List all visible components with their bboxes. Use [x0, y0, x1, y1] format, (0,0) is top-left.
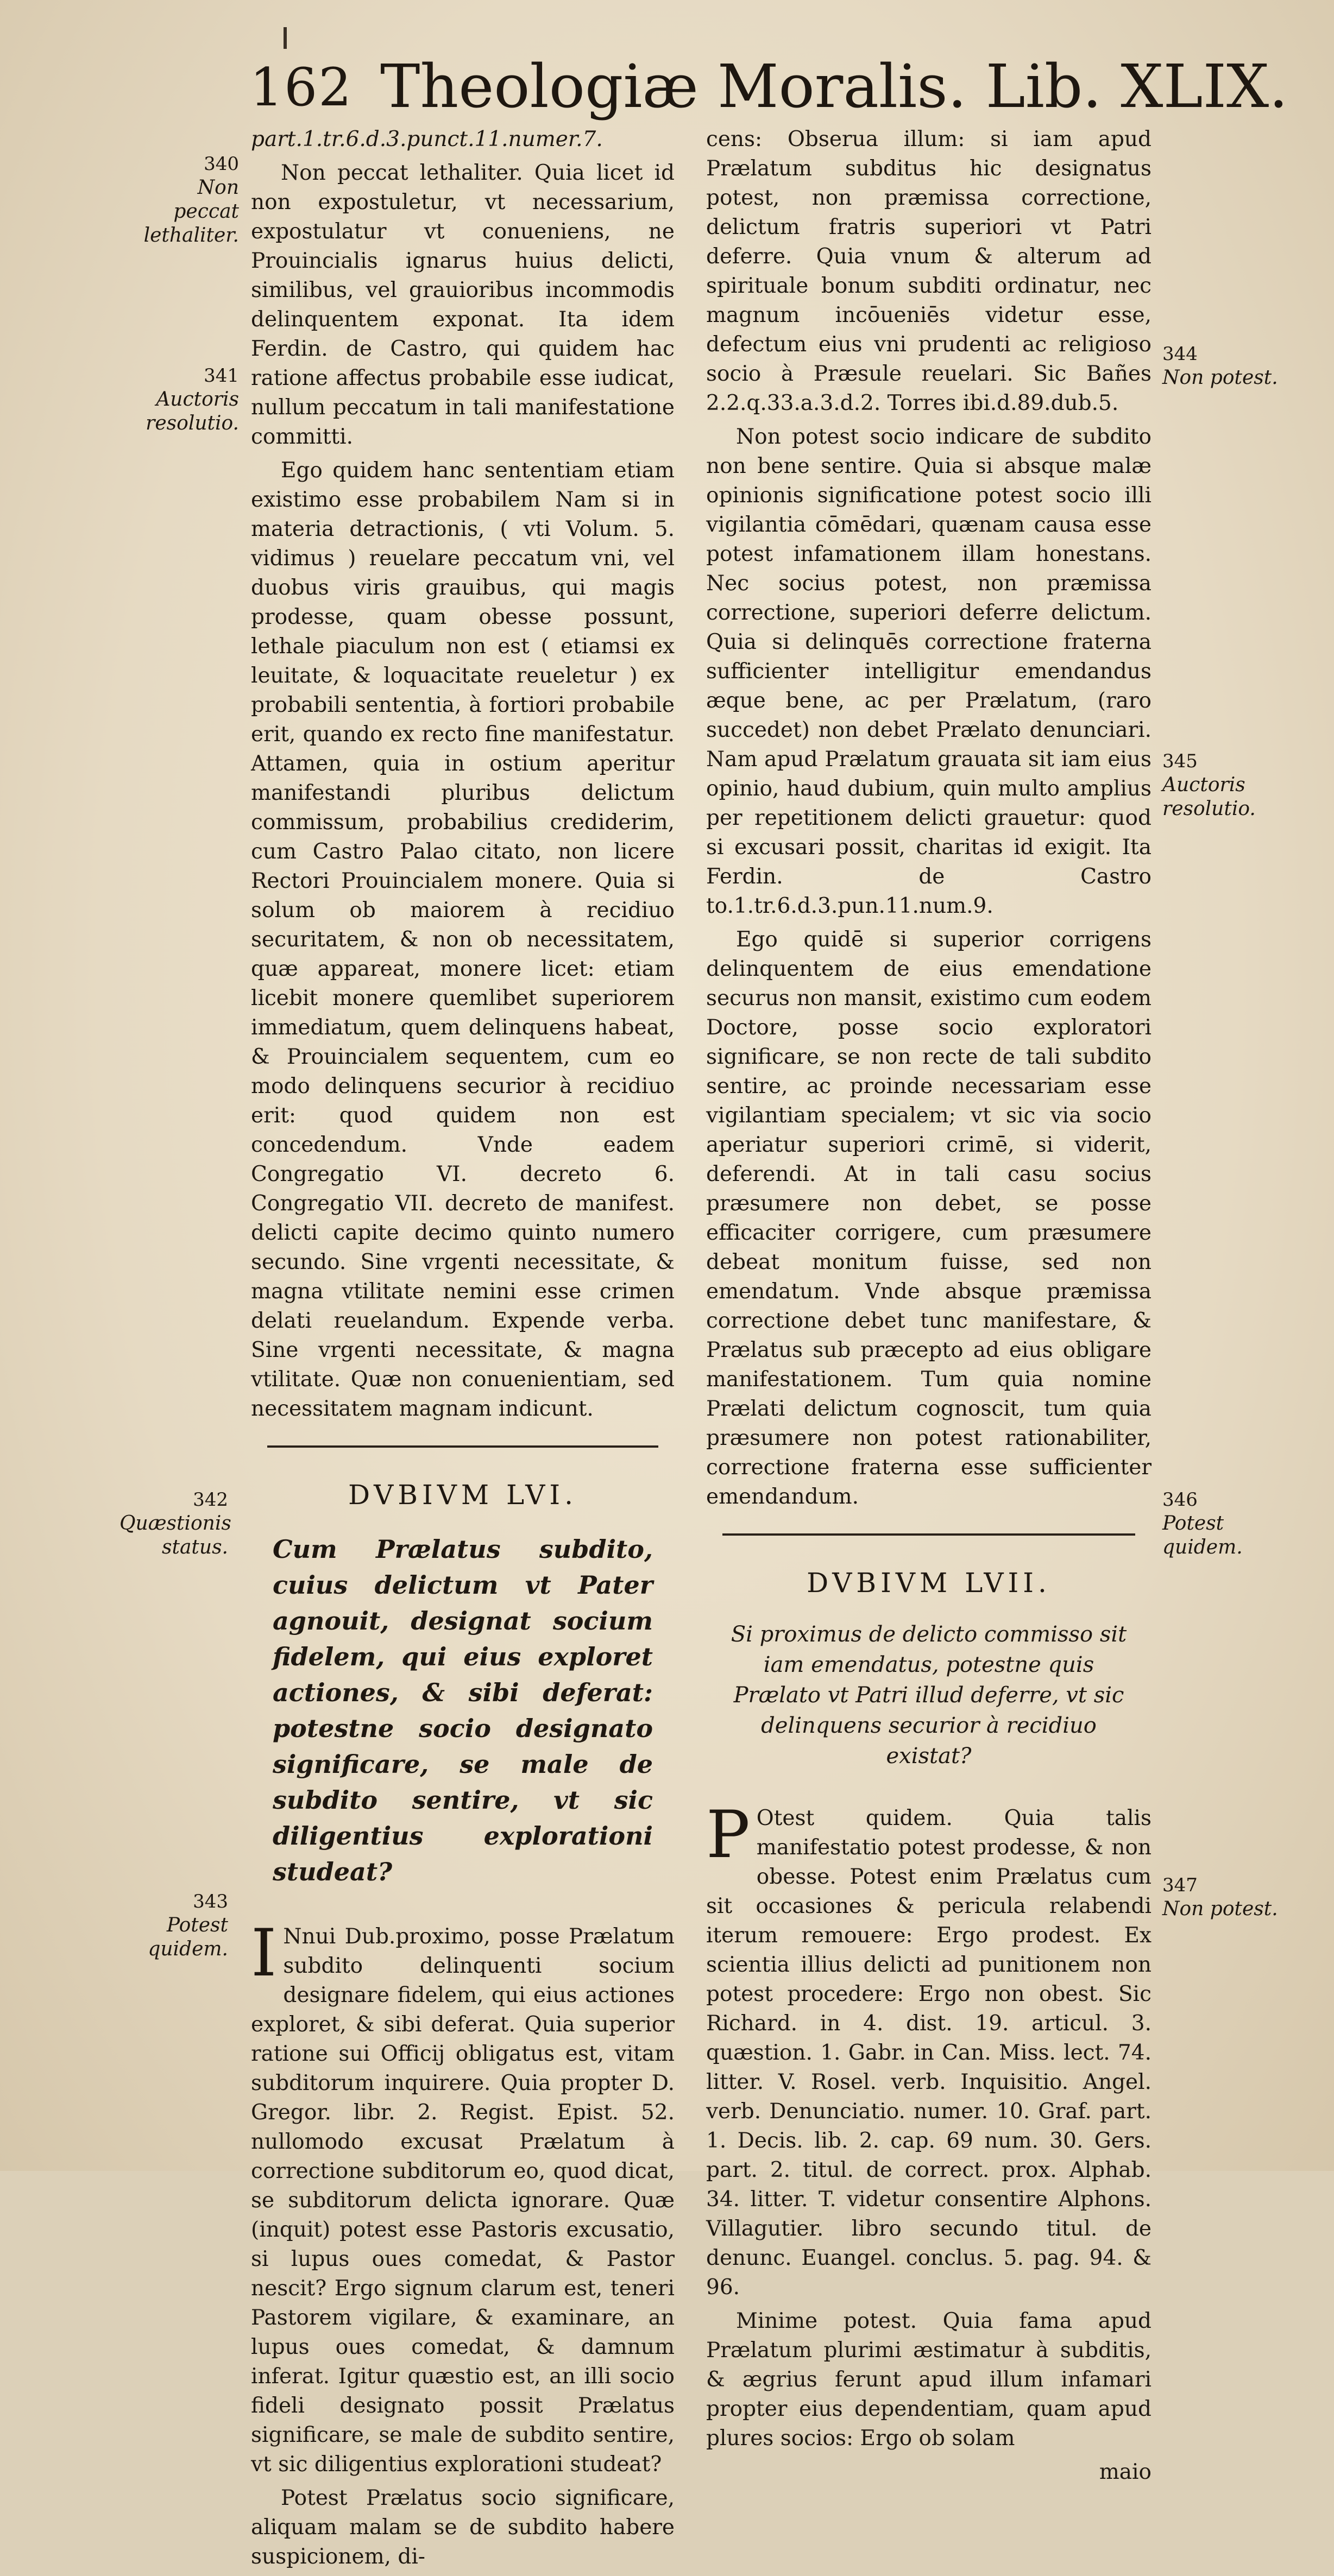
page-number: 162 — [250, 57, 353, 118]
side-note-number: 347 — [1162, 1874, 1198, 1896]
paragraph-continuation-right: cens: Obserua illum: si iam apud Prælatum subditus hic designatus potest, non præmissa correctione, delictum fratris superiori vt Patri deferre. Quia vnum & alterum ad spirituale bonum subditi ordinatur, nec magnum incōueniēs videtur esse, defectum eius vni prudenti ac religioso socio à Præsule reuelari. Sic Bañes 2.2.q.33.a.3.d.2. Torres ibi.d.89.dub.5. — [706, 127, 1151, 415]
side-note-341 — [130, 364, 239, 435]
side-note-number: 346 — [1162, 1489, 1198, 1511]
side-note-340 — [130, 152, 239, 248]
drop-cap: I — [251, 1916, 277, 1991]
side-note-345 — [1162, 749, 1282, 821]
paragraph-341: Ego quidem hanc sententiam etiam existimo esse probabilem Nam si in materia detractionis, ( vti Volum. 5. vidimus ) reuelare peccatum vni, vel duobus viris grauibus, qui magis prodesse, quam obesse possunt, lethale piaculum non est ( etiamsi ex leuitate, & loquacitate reueletur ) ex probabili sententia, à fortiori probabile erit, quando ex recto fine manifestatur. Attamen, quia in ostium aperitur manifestandi pluribus delictum commissum, probabilius crediderim, cum Castro Palao citato, non licere Rectori Prouincialem monere. Quia si solum ob maiorem à recidiuo securitatem, & non ob necessitatem, quæ appareat, monere licet: etiam licebit monere quemlibet superiorem immediatum, quem delinquens habeat, & Prouincialem sequentem, cum eo modo delinquens securior à recidiuo erit: quod quidem non est concedendum. Vnde eadem Congregatio VI. decreto 6. Congregatio VII. decreto de manifest. delicti capite decimo quinto numero secundo. Sine vrgenti necessitate, & magna vtilitate nemini esse crimen delati reuelandum. Expende verba. Sine vrgenti necessitate, & magna vtilitate. Quæ non conuenientiam, sed necessitatem magnam indicunt. — [251, 458, 675, 1421]
paragraph-continuation: part.1.tr.6.d.3.punct.11.numer.7. — [251, 127, 603, 151]
dubium-56-question: Cum Prælatus subdito, cuius delictum vt Pater agnouit, designat socium fidelem, qui eius exploret actiones, & sibi deferat: potestne socio designato significare, se male de subdito sentire, vt sic diligentius explorationi studeat? — [273, 1535, 653, 1886]
side-note-343 — [119, 1890, 228, 1961]
paragraph-346-text: Otest quidem. Quia talis manifestatio potest prodesse, & non obesse. Potest enim Prælatus cum sit occasiones & pericula relabendi iterum remouere: Ergo prodest. Ex scientia illius delicti ad punitionem non potest procedere: Ergo non obest. Sic Richard. in 4. dist. 19. articul. 3. quæstion. 1. Gabr. in Can. Miss. lect. 74. litter. V. Rosel. verb. Inquisitio. Angel. verb. Denunciatio. numer. 10. Graf. part. 1. Decis. lib. 2. cap. 69 num. 30. Gers. part. 2. titul. de correct. prox. Alphab. 34. litter. T. videtur consentire Alphons. Villagutier. libro secundo titul. de denunc. Euangel. conclus. 5. pag. 94. & 96. — [706, 1806, 1151, 2300]
drop-cap: P — [706, 1797, 750, 1873]
side-note-number: 345 — [1162, 750, 1198, 772]
paragraph-342 — [251, 1916, 675, 2479]
side-note-number: 341 — [204, 365, 239, 387]
running-title: Theologiæ Moralis. Lib. XLIX. — [380, 52, 1288, 121]
paragraph-344: Non potest socio indicare de subdito non bene sentire. Quia si absque malæ opinionis significatione potest socio illi vigilantia cōmēdari, quænam causa esse potest infamationem illam honestans. Nec socius potest, non præmissa correctione, superiori deferre delictum. Quia si delinquēs correctione fraterna sufficienter intelligitur emendandus æque bene, ac per Prælatum, (raro succedet) non debet Prælato denunciari. Nam apud Prælatum grauata sit iam eius opinio, haud dubium, quin multo amplius per repetitionem delicti grauetur: quod si excusari possit, charitas id exigit. Ita Ferdin. de Castro to.1.tr.6.d.3.pun.11.num.9. — [706, 425, 1151, 918]
page-header — [250, 52, 1288, 128]
side-note-text: Non potest. — [1162, 367, 1278, 389]
paragraph-347: Minime potest. Quia fama apud Prælatum plurimi æstimatur à subditis, & ægrius ferunt apud illum infamari propter eius dependentiam, quam apud plures socios: Ergo ob solam — [706, 2309, 1151, 2451]
side-note-text: Non peccat lethaliter. — [143, 176, 239, 247]
section-divider — [267, 1445, 658, 1448]
paragraph-343: Potest Prælatus socio significare, aliquam malam se de subdito habere suspicionem, di- — [251, 2486, 675, 2569]
side-note-346 — [1162, 1488, 1282, 1560]
side-note-text: Potest quidem. — [1162, 1512, 1243, 1558]
side-note-text: Potest quidem. — [148, 1914, 228, 1960]
side-note-text: Quæstionis status. — [119, 1512, 231, 1558]
side-note-342 — [119, 1488, 231, 1560]
side-note-text: Non potest. — [1162, 1898, 1278, 1920]
side-note-number: 343 — [193, 1891, 228, 1912]
side-note-number: 342 — [193, 1489, 228, 1511]
paragraph-345: Ego quidē si superior corrigens delinquentem de eius emendatione securus non mansit, existimo cum eodem Doctore, posse socio exploratori significare, se non recte de tali subdito sentire, ac proinde necessariam esse vigilantiam specialem; vt sic via socio aperiatur superiori crimē, si viderit, deferendi. At in tali casu socius præsumere non debet, se posse efficaciter corrigere, cum præsumere debeat monitum fuisse, sed non emendatum. Vnde absque præmissa correctione debet tunc manifestare, & Prælatus sub præcepto ad eius obligare manifestationem. Tum quia nomine Prælati delictum cognoscit, tum quia præsumere non potest rationabiliter, correctione fraterna esse sufficienter emendandum. — [706, 927, 1151, 1509]
side-note-347 — [1162, 1873, 1282, 1921]
side-note-text: Auctoris resolutio. — [146, 388, 239, 434]
side-note-text: Auctoris resolutio. — [1162, 774, 1256, 820]
section-divider — [722, 1533, 1135, 1536]
catchword: maio — [1099, 2460, 1151, 2484]
paragraph-346 — [706, 1797, 1151, 2302]
margin-mark — [284, 27, 287, 49]
dubium-56-title: DVBIVM LVI. — [348, 1479, 578, 1511]
dubium-57-title: DVBIVM LVII. — [807, 1567, 1051, 1599]
paragraph-340: Non peccat lethaliter. Quia licet id non expostuletur, vt necessarium, expostulatur vt conueniens, ne Prouincialis ignarus huius delicti, similibus, vel grauioribus incommodis delinquentem exponat. Ita idem Ferdin. de Castro, qui quidem hac ratione affectus probabile esse iudicat, nullum peccatum in tali manifestatione committi. — [251, 161, 675, 449]
side-note-number: 340 — [204, 153, 239, 175]
side-note-number: 344 — [1162, 343, 1198, 365]
left-column — [251, 125, 675, 2576]
side-note-344 — [1162, 342, 1282, 390]
dubium-57-question: Si proximus de delicto commisso sit iam emendatus, potestne quis Prælato vt Patri illud deferre, vt sic delinquens securior à recidiuo existat? — [731, 1622, 1127, 1769]
right-column — [706, 125, 1151, 2491]
paragraph-342-text: Nnui Dub.proximo, posse Prælatum subdito delinquenti socium designare fidelem, qui eius actiones exploret, & sibi deferat. Quia superior ratione sui Officij obligatus est, vitam subditorum inquirere. Quia propter D. Gregor. libr. 2. Regist. Epist. 52. nullomodo excusat Prælatum à correctione subditorum eo, quod dicat, se subditorum delicta ignorare. Quæ (inquit) potest esse Pastoris excusatio, si lupus oues comedat, & Pastor nescit? Ergo signum clarum est, teneri Pastorem vigilare, & examinare, an lupus oues comedat, & damnum inferat. Igitur quæstio est, an illi socio fideli designato possit Prælatus significare, se male de subdito sentire, vt sic diligentius explorationi studeat? — [251, 1924, 675, 2477]
